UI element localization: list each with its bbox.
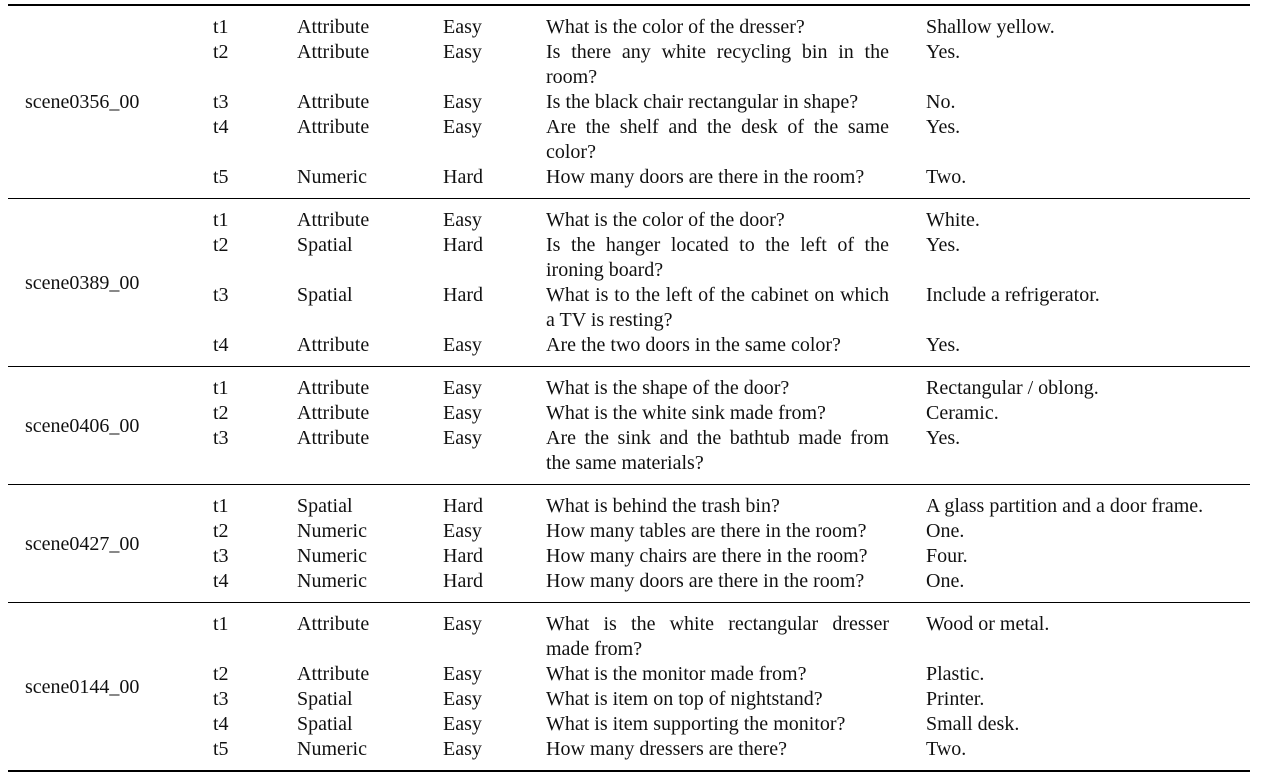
question-type: Attribute	[297, 16, 370, 38]
question: Is the black chair rectangular in shape?	[546, 91, 859, 113]
question-type: Spatial	[297, 495, 353, 517]
question: What is the shape of the door?	[546, 377, 790, 399]
answer: Shallow yellow.	[926, 16, 1055, 38]
difficulty: Hard	[443, 234, 483, 256]
answer: Rectangular / oblong.	[926, 377, 1099, 399]
question: Are the shelf and the desk of the same color?	[546, 116, 889, 163]
difficulty: Easy	[443, 613, 482, 635]
answer: Two.	[926, 166, 967, 188]
difficulty: Easy	[443, 427, 482, 449]
answer: Yes.	[926, 234, 961, 256]
task-id: t4	[213, 116, 229, 138]
top-rule	[8, 4, 1250, 6]
difficulty: Easy	[443, 713, 482, 735]
answer: A glass partition and a door frame.	[926, 495, 1204, 517]
question-type: Spatial	[297, 284, 353, 306]
question-type: Attribute	[297, 377, 370, 399]
difficulty: Easy	[443, 16, 482, 38]
difficulty: Easy	[443, 663, 482, 685]
task-id: t4	[213, 713, 229, 735]
question-type: Numeric	[297, 166, 367, 188]
difficulty: Easy	[443, 334, 482, 356]
question: Is the hanger located to the left of the ironing board?	[546, 234, 889, 281]
question: Are the sink and the bathtub made from the same materials?	[546, 427, 889, 474]
task-id: t3	[213, 91, 229, 113]
answer: Include a refrigerator.	[926, 284, 1100, 306]
difficulty: Easy	[443, 520, 482, 542]
answer: Four.	[926, 545, 968, 567]
difficulty: Easy	[443, 116, 482, 138]
task-id: t2	[213, 520, 229, 542]
scene-label: scene0427_00	[25, 533, 140, 555]
question: How many doors are there in the room?	[546, 570, 865, 592]
task-id: t4	[213, 570, 229, 592]
answer: White.	[926, 209, 980, 231]
question: How many doors are there in the room?	[546, 166, 865, 188]
question: What is behind the trash bin?	[546, 495, 780, 517]
task-id: t3	[213, 688, 229, 710]
task-id: t2	[213, 663, 229, 685]
group-separator	[8, 484, 1250, 485]
task-id: t2	[213, 41, 229, 63]
answer: Small desk.	[926, 713, 1020, 735]
difficulty: Hard	[443, 570, 483, 592]
difficulty: Easy	[443, 91, 482, 113]
answer: Ceramic.	[926, 402, 999, 424]
difficulty: Easy	[443, 209, 482, 231]
question-type: Spatial	[297, 688, 353, 710]
question: What is the white rectangular dresser made from?	[546, 613, 889, 660]
task-id: t1	[213, 16, 229, 38]
question: What is item supporting the monitor?	[546, 713, 846, 735]
difficulty: Hard	[443, 545, 483, 567]
question: What is the color of the door?	[546, 209, 785, 231]
difficulty: Easy	[443, 738, 482, 760]
question-type: Numeric	[297, 545, 367, 567]
question-type: Attribute	[297, 613, 370, 635]
difficulty: Easy	[443, 688, 482, 710]
difficulty: Hard	[443, 495, 483, 517]
question: How many chairs are there in the room?	[546, 545, 868, 567]
task-id: t4	[213, 334, 229, 356]
question-type: Numeric	[297, 570, 367, 592]
question: What is the white sink made from?	[546, 402, 826, 424]
task-id: t3	[213, 284, 229, 306]
question-type: Spatial	[297, 713, 353, 735]
answer: One.	[926, 520, 965, 542]
question: Is there any white recycling bin in the room?	[546, 41, 889, 88]
task-id: t2	[213, 402, 229, 424]
question: What is to the left of the cabinet on which a TV is resting?	[546, 284, 889, 331]
question-type: Attribute	[297, 663, 370, 685]
task-id: t2	[213, 234, 229, 256]
task-id: t1	[213, 377, 229, 399]
task-id: t1	[213, 613, 229, 635]
question-type: Attribute	[297, 427, 370, 449]
question-type: Attribute	[297, 334, 370, 356]
question-type: Attribute	[297, 116, 370, 138]
difficulty: Easy	[443, 377, 482, 399]
scene-label: scene0356_00	[25, 91, 140, 113]
question: What is the color of the dresser?	[546, 16, 805, 38]
answer: No.	[926, 91, 956, 113]
task-id: t3	[213, 545, 229, 567]
difficulty: Hard	[443, 284, 483, 306]
question: How many dressers are there?	[546, 738, 788, 760]
answer: Yes.	[926, 334, 961, 356]
scene-label: scene0389_00	[25, 272, 140, 294]
answer: Plastic.	[926, 663, 985, 685]
task-id: t3	[213, 427, 229, 449]
group-separator	[8, 602, 1250, 603]
question-type: Attribute	[297, 402, 370, 424]
question-type: Attribute	[297, 91, 370, 113]
group-separator	[8, 198, 1250, 199]
task-id: t1	[213, 209, 229, 231]
question-type: Attribute	[297, 209, 370, 231]
difficulty: Easy	[443, 402, 482, 424]
answer: Printer.	[926, 688, 985, 710]
answer: Two.	[926, 738, 967, 760]
answer: Yes.	[926, 116, 961, 138]
difficulty: Easy	[443, 41, 482, 63]
scene-label: scene0406_00	[25, 415, 140, 437]
question: How many tables are there in the room?	[546, 520, 867, 542]
group-separator	[8, 366, 1250, 367]
difficulty: Hard	[443, 166, 483, 188]
question: What is item on top of nightstand?	[546, 688, 823, 710]
task-id: t5	[213, 738, 229, 760]
question-type: Numeric	[297, 520, 367, 542]
answer: Wood or metal.	[926, 613, 1050, 635]
qa-table	[8, 4, 1250, 772]
task-id: t1	[213, 495, 229, 517]
question: Are the two doors in the same color?	[546, 334, 841, 356]
question-type: Numeric	[297, 738, 367, 760]
question: What is the monitor made from?	[546, 663, 807, 685]
scene-label: scene0144_00	[25, 676, 140, 698]
answer: Yes.	[926, 427, 961, 449]
task-id: t5	[213, 166, 229, 188]
answer: Yes.	[926, 41, 961, 63]
question-type: Attribute	[297, 41, 370, 63]
question-type: Spatial	[297, 234, 353, 256]
answer: One.	[926, 570, 965, 592]
